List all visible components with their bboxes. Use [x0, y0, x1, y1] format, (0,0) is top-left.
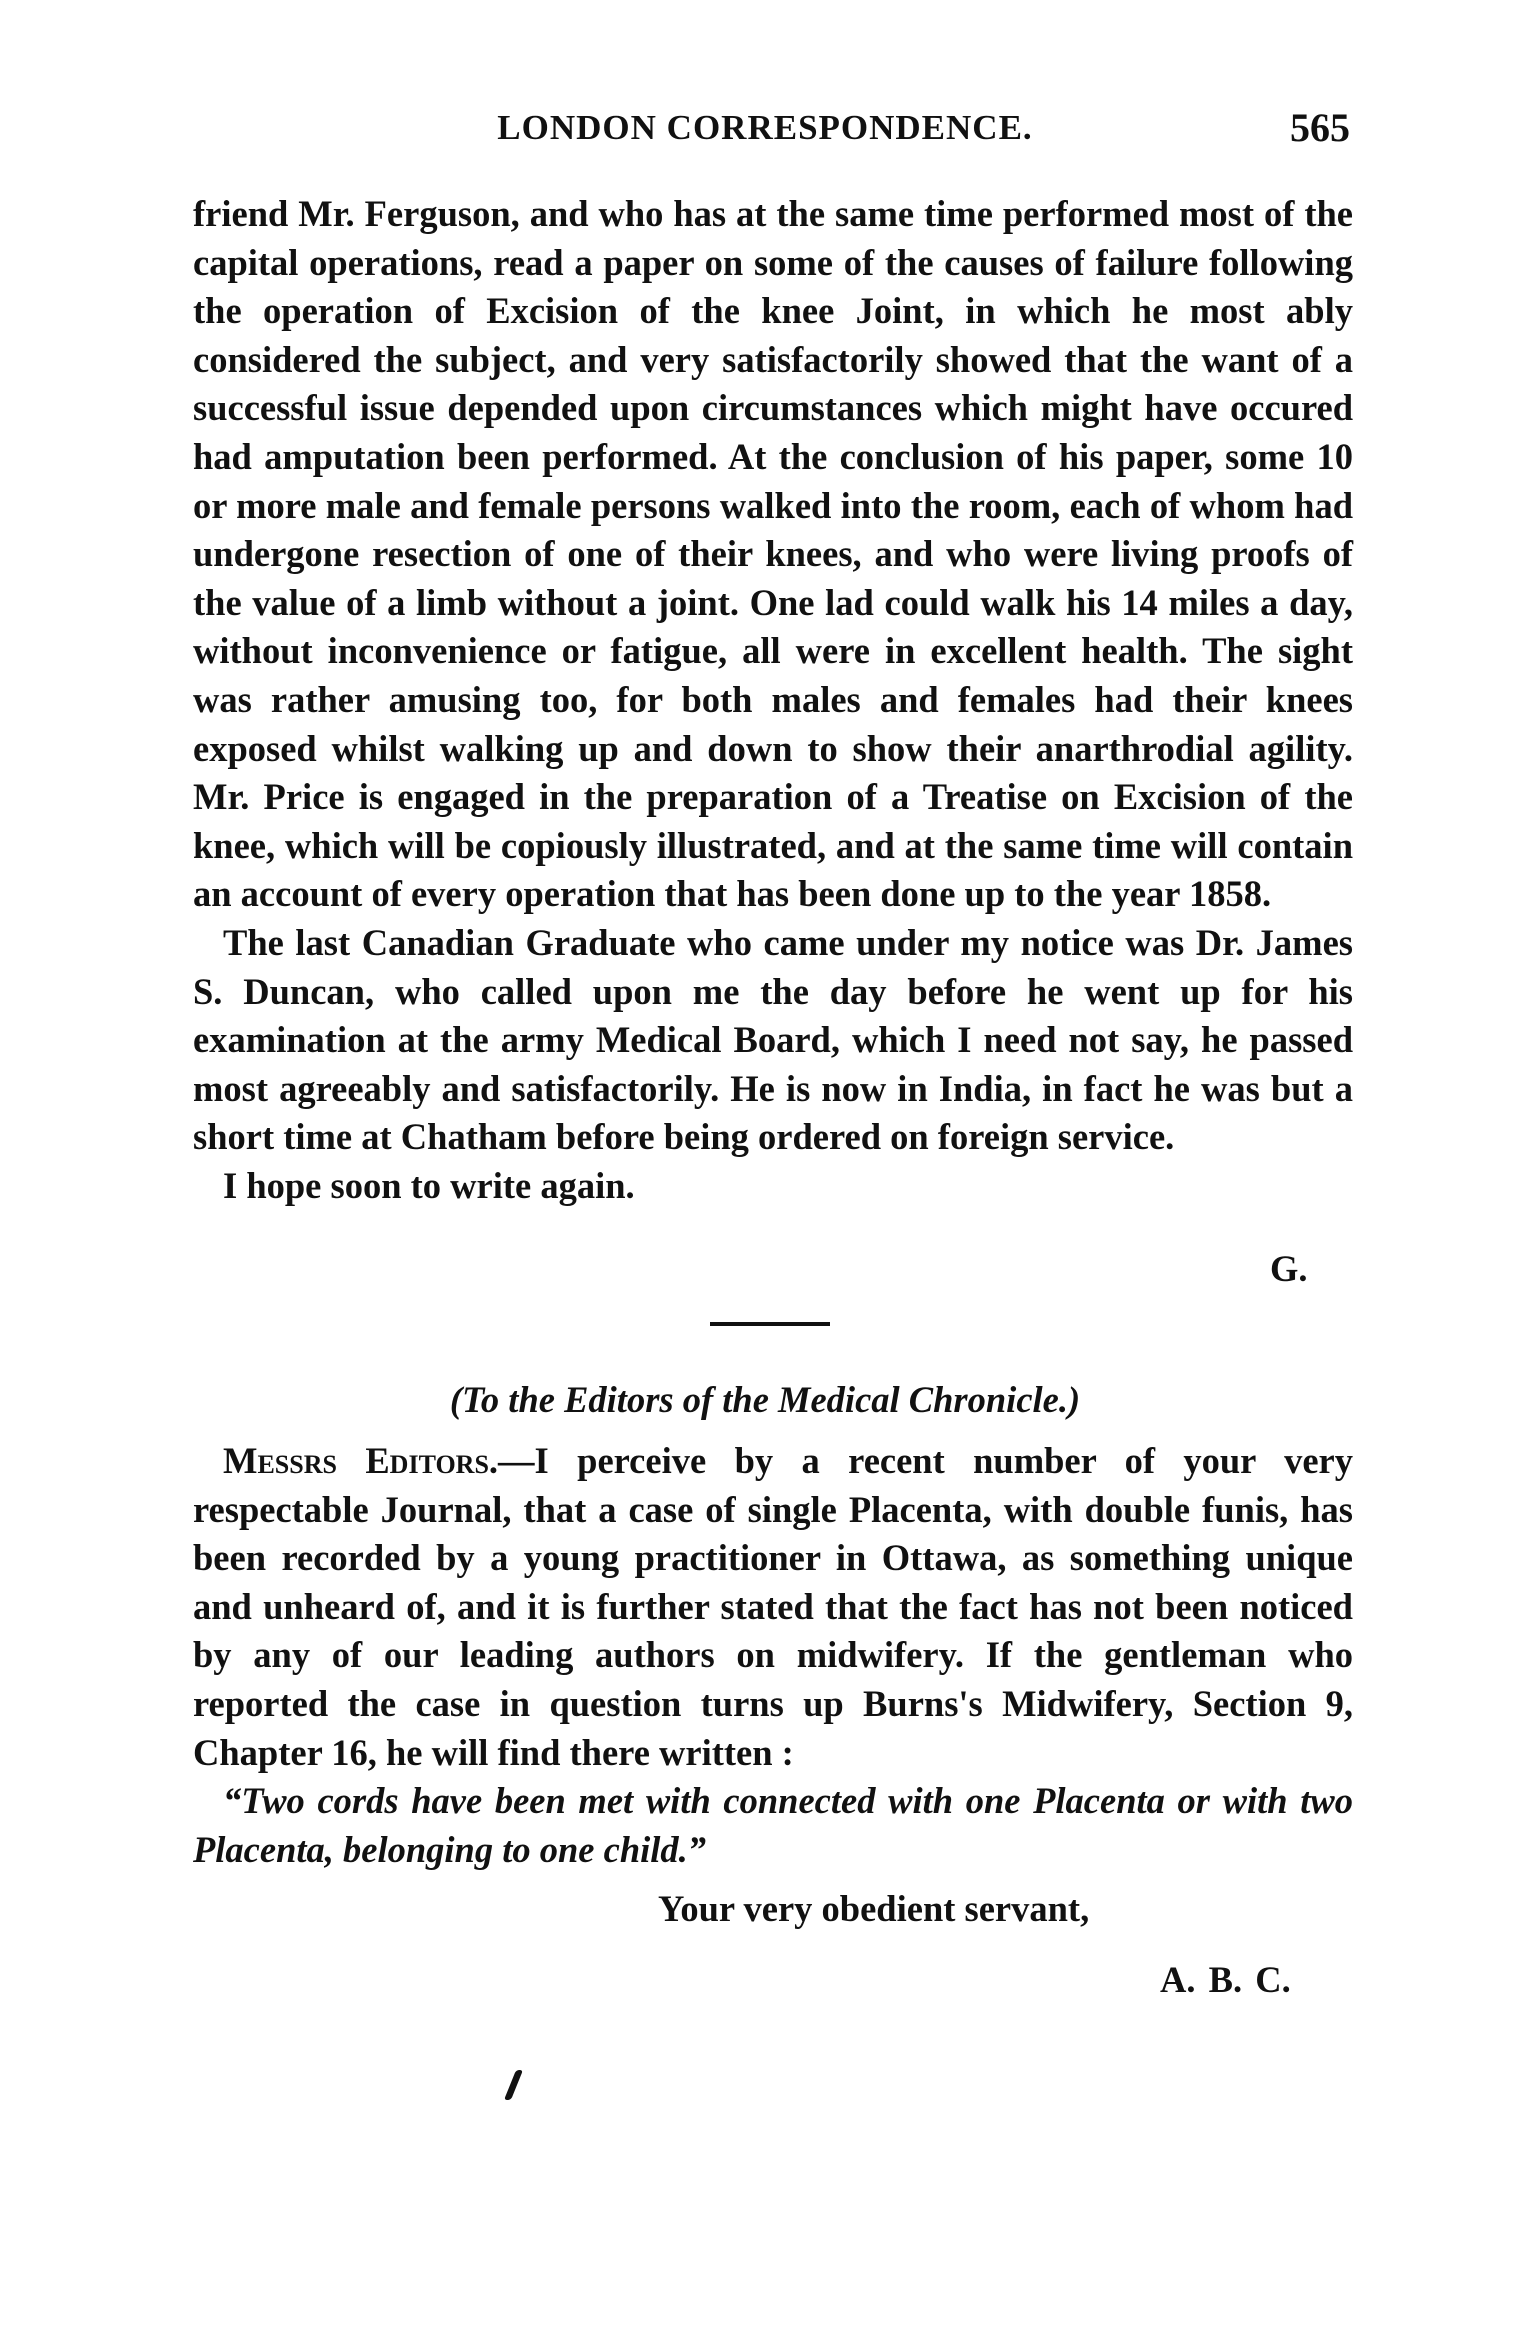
paragraph-closing-remark: I hope soon to write again. — [223, 1164, 635, 1206]
paragraph-canadian-graduate: The last Canadian Graduate who came under my notice was Dr. James S. Duncan, who called upon me the day before he went up for his examination at the army Medical Board, which I need not say, he passed most agreeably and satisfactorily. He is now in India, in fact he was but a short time at Chatham before being ordered on foreign service. — [193, 921, 1353, 1158]
letter-editors-body — [193, 1437, 1353, 1874]
paragraph-placenta-letter — [193, 1437, 1353, 1777]
letter-london-body — [193, 190, 1353, 1210]
signature-g: G. — [1270, 1248, 1308, 1289]
quotation-burns-midwifery — [193, 1777, 1353, 1874]
signature-abc: A. B. C. — [1160, 1959, 1291, 2000]
running-head: LONDON CORRESPONDENCE. — [497, 108, 1033, 147]
closing-line: Your very obedient servant, — [658, 1888, 1090, 1929]
quotation-text: “Two cords have been met with connected with one Placenta or with two Placenta, belonging to one child.” — [193, 1780, 1353, 1870]
stray-ink-mark — [504, 2070, 523, 2100]
section-divider-rule — [710, 1322, 830, 1326]
page-number: 565 — [1290, 105, 1350, 150]
paragraph-excision-paper: friend Mr. Ferguson, and who has at the same time performed most of the capital operations, read a paper on some of the causes of failure following the operation of Excision of the knee Joint, in which he most ably considered the subject, and very satisfactorily showed that the want of a successful issue depended upon circumstances which might have occured had amputation been performed. At the conclusion of his paper, some 10 or more male and female persons walked into the room, each of whom had undergone resection of one of their knees, and who were living proofs of the value of a limb without a joint. One lad could walk his 14 miles a day, without inconvenience or fatigue, all were in excellent health. The sight was rather amusing too, for both males and females had their knees exposed whilst walking up and down to show their anarthrodial agility. Mr. Price is engaged in the preparation of a Treatise on Excision of the knee, which will be copiously illustrated, and at the same time will contain an account of every operation that has been done up to the year 1858. — [193, 193, 1353, 915]
placenta-letter-text: —I perceive by a recent number of your very respectable Journal, that a case of single Placenta, with double funis, has been recorded by a young practitioner in Ottawa, as something unique and unheard of, and it is further stated that the fact has not been noticed by any of our leading authors on midwifery. If the gentleman who reported the case in question turns up Burns's Midwifery, Section 9, Chapter 16, he will find there written : — [193, 1440, 1353, 1773]
salutation: Messrs Editors. — [223, 1440, 499, 1481]
letter-address-heading: (To the Editors of the Medical Chronicle.) — [449, 1379, 1081, 1420]
page-header — [0, 104, 1530, 154]
